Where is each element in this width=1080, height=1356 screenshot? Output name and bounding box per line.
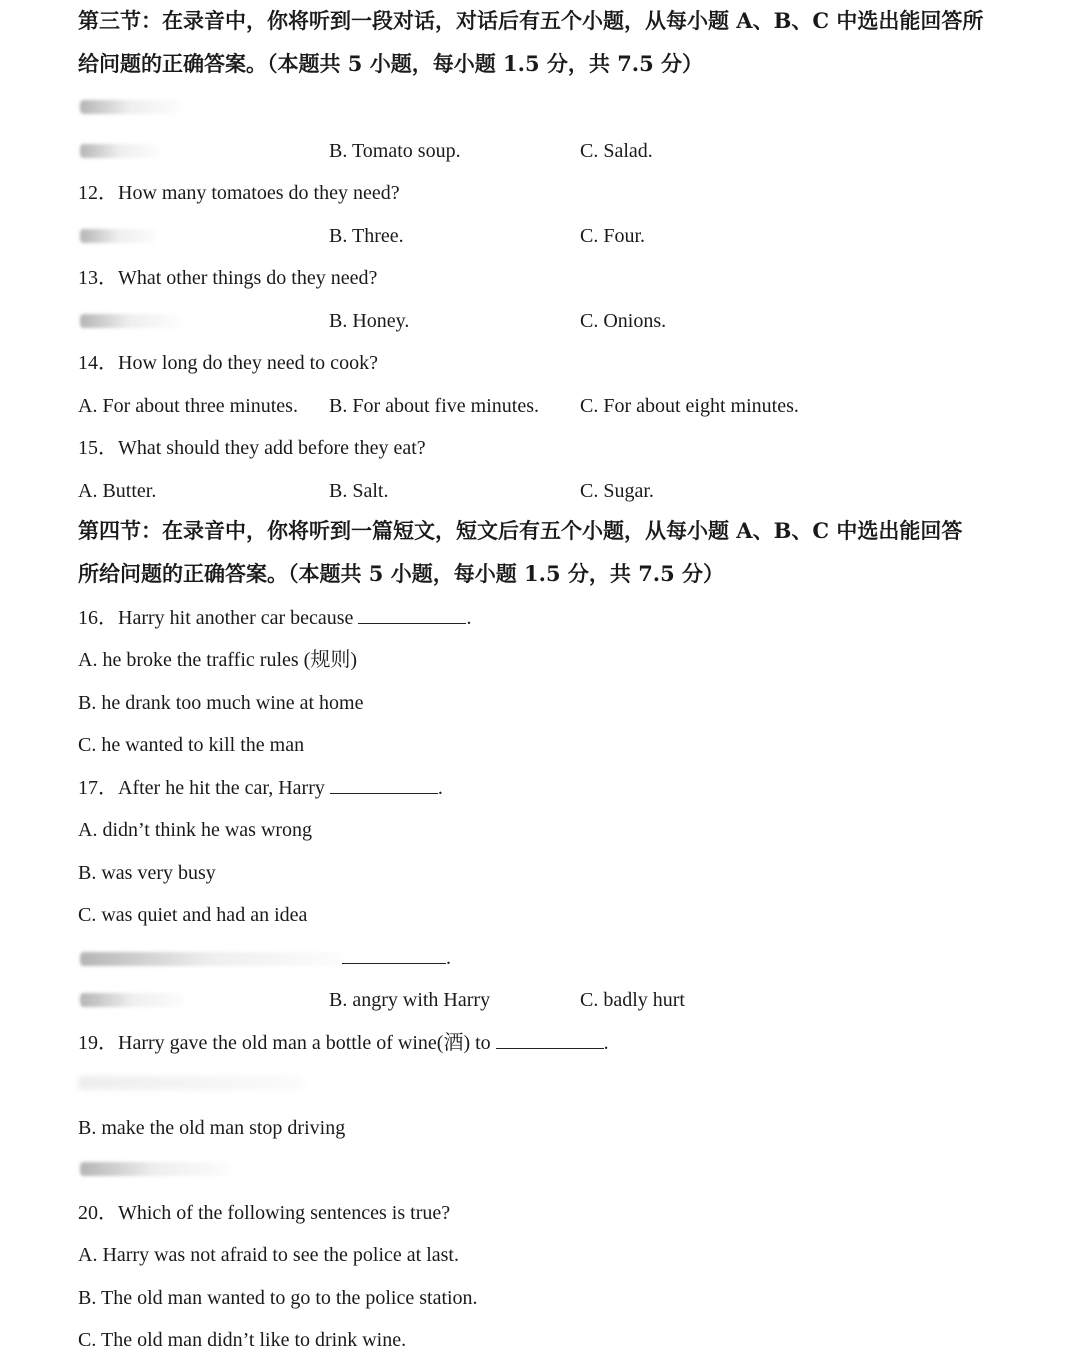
q13-option-c: C. Onions. [580, 310, 667, 332]
q20-option-c: C. The old man didn’t like to drink wine. [78, 1329, 407, 1351]
q15-option-b: B. Salt. [329, 480, 389, 502]
section4-heading-line2: 所给问题的正确答案。（本题共 5 小题，每小题 1.5 分，共 7.5 分） [78, 561, 725, 586]
q14-stem: 14．How long do they need to cook? [78, 352, 378, 374]
q16-stem [78, 605, 471, 631]
blurred-option-11a [80, 144, 160, 158]
q20-option-b: B. The old man wanted to go to the police station. [78, 1287, 478, 1309]
q20-option-a: A. Harry was not afraid to see the police at last. [78, 1244, 459, 1266]
q17-option-c: C. was quiet and had an idea [78, 904, 308, 926]
q12-option-c: C. Four. [580, 225, 646, 247]
blank-period: . [603, 1032, 609, 1054]
q15-option-a: A. Butter. [78, 480, 157, 502]
q15-stem: 15．What should they add before they eat? [78, 437, 426, 459]
q17-stem-text: 17．After he hit the car, Harry [78, 777, 325, 799]
q18-option-c: C. badly hurt [580, 989, 685, 1011]
q11-option-b: B. Tomato soup. [329, 140, 461, 162]
answer-blank [330, 775, 438, 794]
blurred-option-18a [80, 993, 184, 1007]
q17-option-b: B. was very busy [78, 862, 216, 884]
q18-blank [342, 945, 451, 971]
section4-heading-line1: 第四节：在录音中，你将听到一篇短文，短文后有五个小题，从每小题 A、B、C 中选出能回答 [78, 518, 963, 543]
q16-option-c: C. he wanted to kill the man [78, 734, 305, 756]
blurred-option-12a [80, 229, 156, 243]
section3-heading-line2: 给问题的正确答案。（本题共 5 小题，每小题 1.5 分，共 7.5 分） [78, 51, 704, 76]
q16-stem-text: 16．Harry hit another car because [78, 607, 354, 629]
q13-option-b: B. Honey. [329, 310, 410, 332]
q14-option-c: C. For about eight minutes. [580, 395, 799, 417]
q17-stem [78, 775, 443, 801]
q19-option-b: B. make the old man stop driving [78, 1117, 346, 1139]
q16-option-a: A. he broke the traffic rules (规则) [78, 649, 357, 671]
answer-blank [358, 605, 466, 624]
q15-option-c: C. Sugar. [580, 480, 654, 502]
q18-option-b: B. angry with Harry [329, 989, 491, 1011]
q14-option-a: A. For about three minutes. [78, 395, 298, 417]
q14-option-b: B. For about five minutes. [329, 395, 539, 417]
blurred-question-11 [80, 100, 180, 114]
blurred-option-19a [78, 1076, 304, 1090]
answer-blank [342, 945, 446, 964]
blank-period: . [446, 947, 451, 969]
q13-stem: 13．What other things do they need? [78, 267, 378, 289]
answer-blank [496, 1030, 604, 1049]
q12-stem: 12．How many tomatoes do they need? [78, 182, 400, 204]
q12-option-b: B. Three. [329, 225, 404, 247]
blurred-option-19c [80, 1162, 230, 1176]
q17-option-a: A. didn’t think he was wrong [78, 819, 313, 841]
q19-stem [78, 1030, 609, 1056]
q19-stem-text: 19．Harry gave the old man a bottle of wine(酒) to [78, 1032, 491, 1054]
section3-heading-line1: 第三节：在录音中，你将听到一段对话，对话后有五个小题，从每小题 A、B、C 中选出能回答所 [78, 8, 984, 33]
blank-period: . [466, 607, 472, 629]
q11-option-c: C. Salad. [580, 140, 653, 162]
q16-option-b: B. he drank too much wine at home [78, 692, 364, 714]
q20-stem: 20．Which of the following sentences is true? [78, 1202, 451, 1224]
blurred-question-18 [80, 952, 342, 966]
blank-period: . [437, 777, 443, 799]
blurred-option-13a [80, 314, 180, 328]
